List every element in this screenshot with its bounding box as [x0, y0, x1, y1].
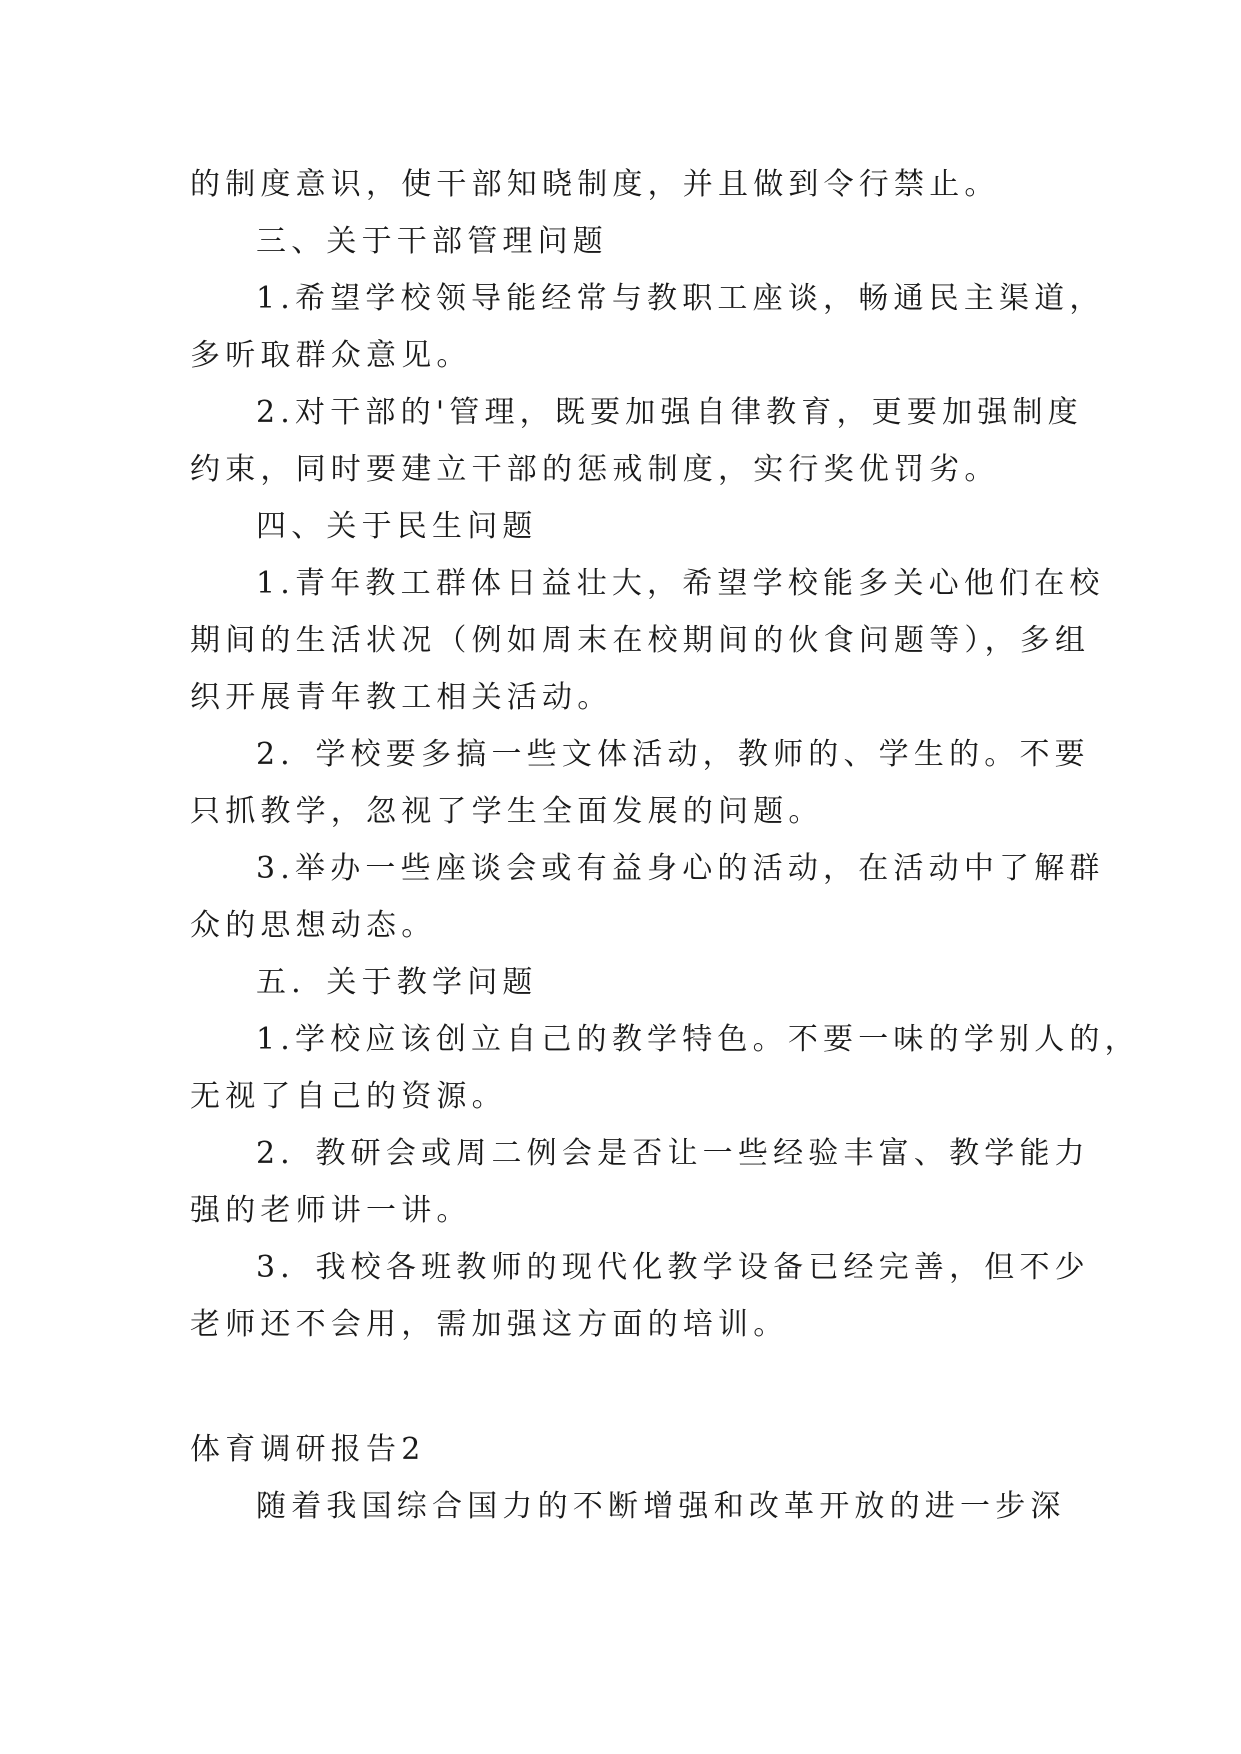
body-text-line: 老师还不会用，需加强这方面的培训。	[190, 1307, 789, 1342]
section-heading-livelihood: 四、关于民生问题	[256, 509, 538, 544]
body-text-line: 约束，同时要建立干部的惩戒制度，实行奖优罚劣。	[190, 452, 1000, 487]
list-item-text: 1.青年教工群体日益壮大，希望学校能多关心他们在校	[256, 566, 1105, 601]
body-text-line: 只抓教学，忽视了学生全面发展的问题。	[190, 794, 824, 829]
list-item-text: 2.对干部的'管理，既要加强自律教育，更要加强制度	[256, 395, 1083, 430]
body-text-line: 强的老师讲一讲。	[190, 1193, 472, 1228]
list-item-text: 2．教研会或周二例会是否让一些经验丰富、教学能力	[256, 1136, 1090, 1171]
list-item-text: 1.学校应该创立自己的教学特色。不要一味的学别人的，	[256, 1022, 1140, 1057]
body-text-line: 众的思想动态。	[190, 908, 437, 943]
body-text-line: 无视了自己的资源。	[190, 1079, 507, 1114]
section-heading-cadre-management: 三、关于干部管理问题	[256, 224, 608, 259]
report-title: 体育调研报告2	[190, 1432, 426, 1467]
body-text-line: 随着我国综合国力的不断增强和改革开放的进一步深	[256, 1489, 1066, 1524]
body-text-line: 织开展青年教工相关活动。	[190, 680, 613, 715]
list-item-text: 1.希望学校领导能经常与教职工座谈，畅通民主渠道，	[256, 281, 1105, 316]
list-item-text: 2．学校要多搞一些文体活动，教师的、学生的。不要	[256, 737, 1090, 772]
body-text-line: 期间的生活状况（例如周末在校期间的伙食问题等），多组	[190, 623, 1091, 658]
list-item-text: 3.举办一些座谈会或有益身心的活动，在活动中了解群	[256, 851, 1105, 886]
list-item-text: 3．我校各班教师的现代化教学设备已经完善，但不少	[256, 1250, 1090, 1285]
body-text-line: 的制度意识，使干部知晓制度，并且做到令行禁止。	[190, 167, 1000, 202]
section-heading-teaching: 五．关于教学问题	[256, 965, 538, 1000]
body-text-line: 多听取群众意见。	[190, 338, 472, 373]
